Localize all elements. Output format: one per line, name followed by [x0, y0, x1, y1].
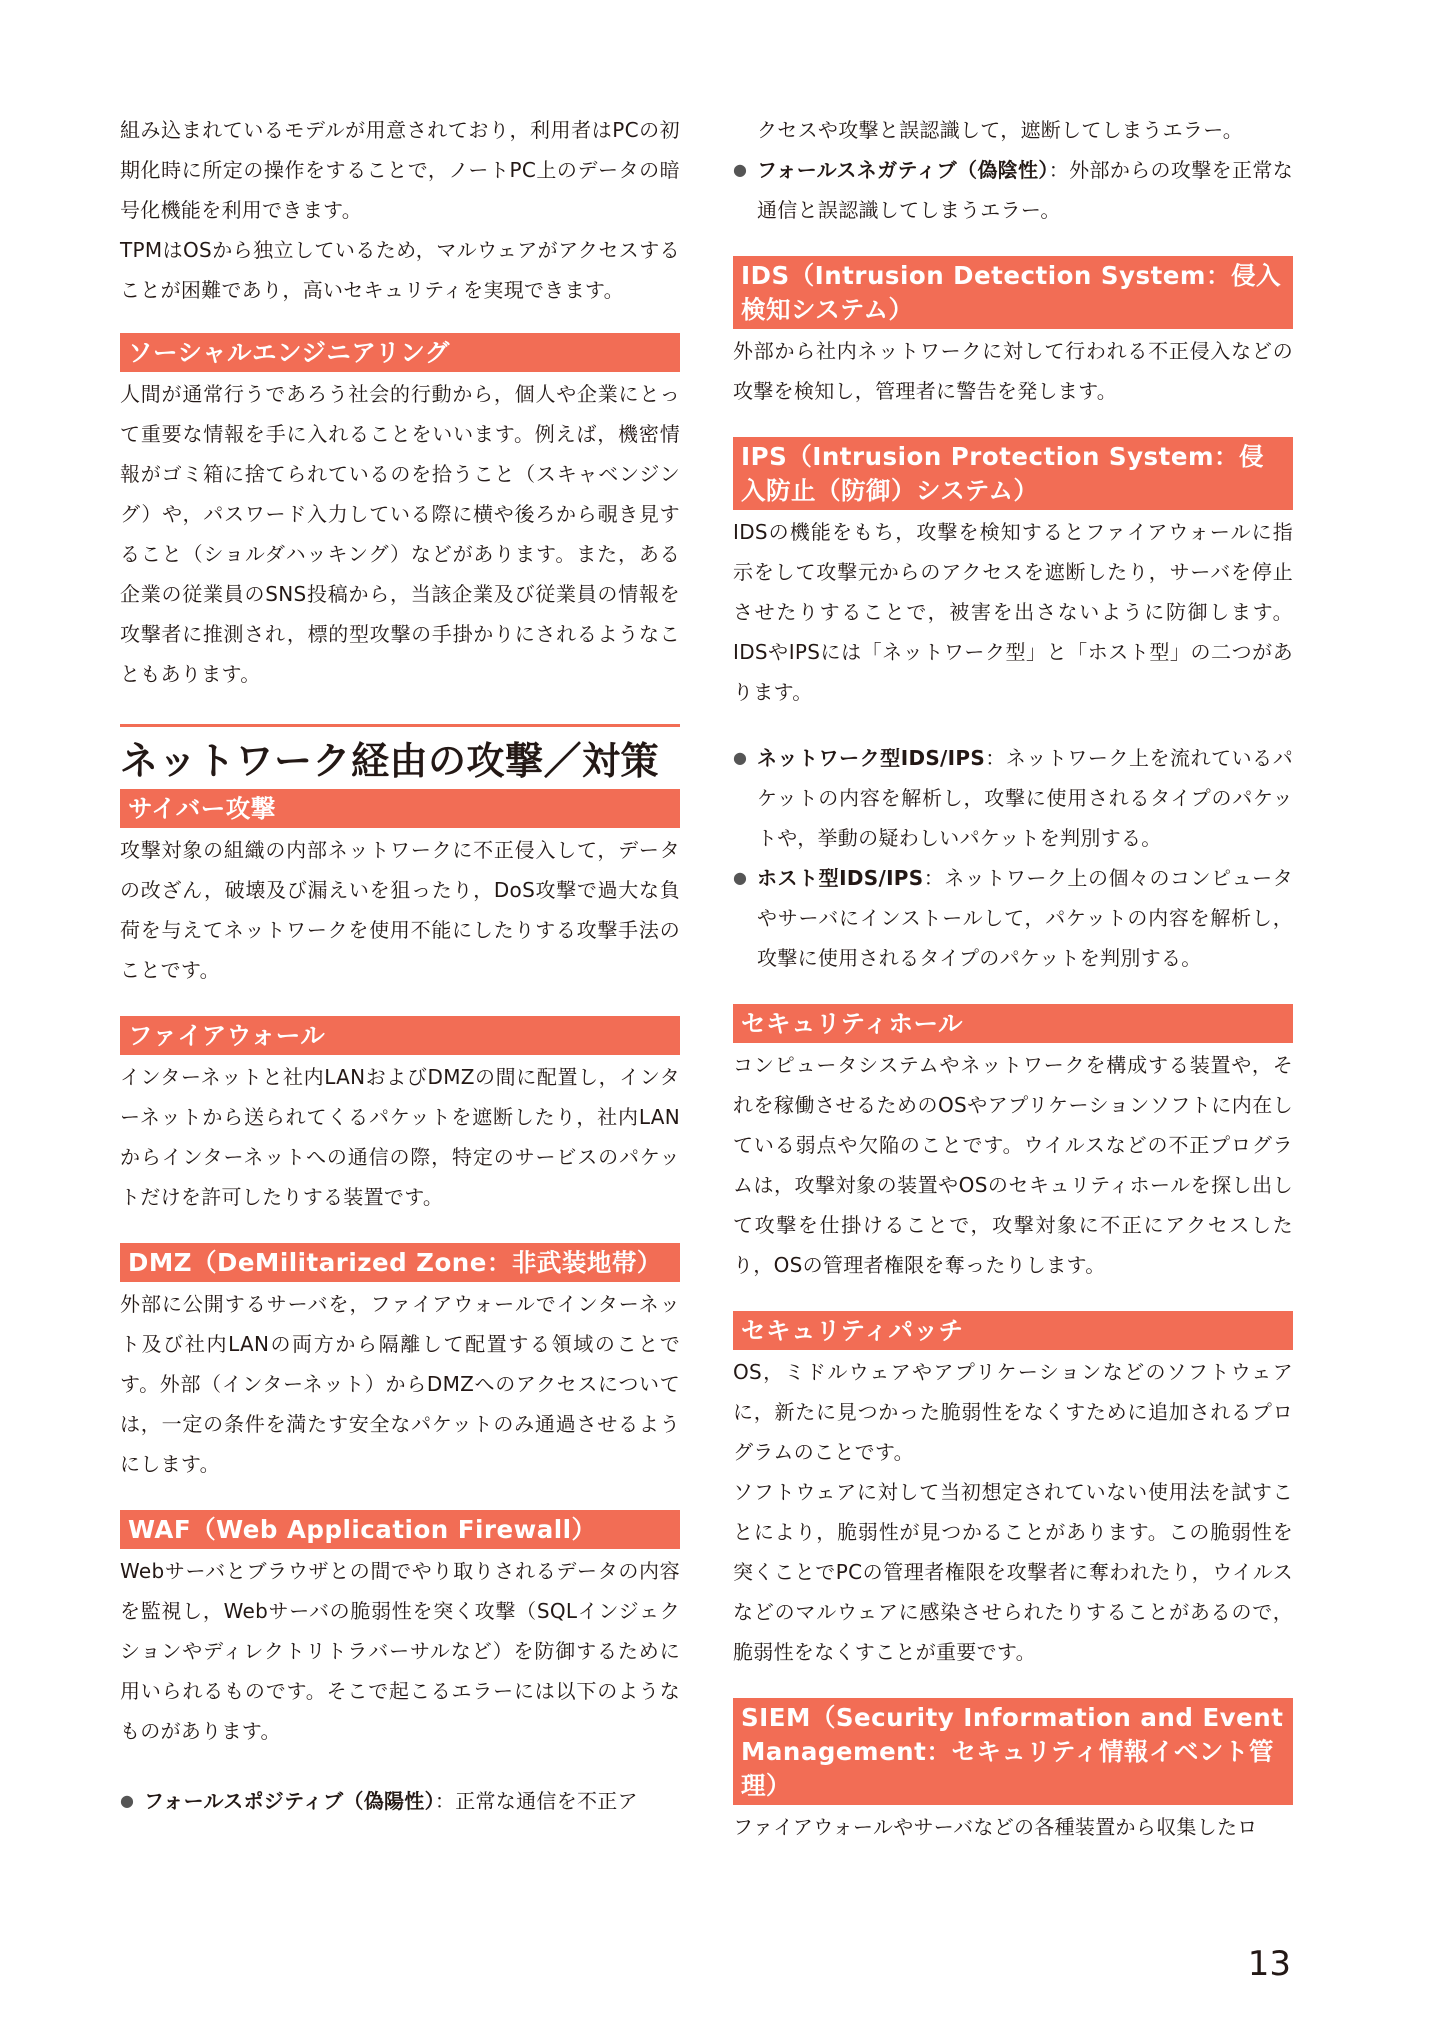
security-patch-body-1: OS，ミドルウェアやアプリケーションなどのソフトウェアに，新たに見つかった脆弱性をなくすために追加されるプログラムのことです。 [733, 1360, 1293, 1464]
bullet-icon: ● [733, 748, 747, 767]
waf-body: Webサーバとブラウザとの間でやり取りされるデータの内容を監視し，Webサーバの脆弱性を突く攻撃（SQLインジェクションやディレクトリトラバーサルなど）を防御するために用いられるものです。そこで起こるエラーには以下のようなものがあります。 [120, 1559, 680, 1743]
page-number: 13 [1247, 1944, 1291, 1984]
cyber-attack-body: 攻撃対象の組織の内部ネットワークに不正侵入して，データの改ざん，破壊及び漏えいを狙ったり，DoS攻撃で過大な負荷を与えてネットワークを使用不能にしたりする攻撃手法のことです。 [120, 838, 680, 982]
network-ids-text: ：ネットワーク上を流れているパケットの内容を解析し，攻撃に使用されるタイプのパケットや，挙動の疑わしいパケットを判別する。 [757, 746, 1293, 850]
host-ids-item [733, 858, 1293, 978]
heading-security-patch: セキュリティパッチ [733, 1311, 1293, 1350]
false-negative-term: フォールスネガティブ（偽陰性） [757, 158, 1049, 182]
security-hole-body: コンピュータシステムやネットワークを構成する装置や，それを稼働させるためのOSやアプリケーションソフトに内在している弱点や欠陥のことです。ウイルスなどの不正プログラムは，攻撃対象の装置やOSのセキュリティホールを探し出して攻撃を仕掛けることで，攻撃対象に不正にアクセスしたり，OSの管理者権限を奪ったりします。 [733, 1053, 1293, 1277]
network-ids-item [733, 738, 1293, 858]
heading-waf: WAF（Web Application Firewall） [120, 1510, 680, 1549]
right-column [733, 110, 1293, 1847]
heading-firewall: ファイアウォール [120, 1016, 680, 1055]
false-negative-text: ：外部からの攻撃を正常な通信と誤認識してしまうエラー。 [757, 158, 1293, 222]
false-negative-item [733, 150, 1293, 230]
ips-body: IDSの機能をもち，攻撃を検知するとファイアウォールに指示をして攻撃元からのアクセスを遮断したり，サーバを停止させたりすることで，被害を出さないように防御します。IDSやIPSには「ネットワーク型」と「ホスト型」の二つがあります。 [733, 520, 1293, 704]
security-patch-body-2: ソフトウェアに対して当初想定されていない使用法を試すことにより，脆弱性が見つかることがあります。この脆弱性を突くことでPCの管理者権限を攻撃者に奪われたり，ウイルスなどのマルウェアに感染させられたりすることがあるので，脆弱性をなくすことが重要です。 [733, 1480, 1293, 1664]
false-positive-text: ：正常な通信を不正ア [434, 1789, 638, 1813]
tpm-paragraph-2: TPMはOSから独立しているため，マルウェアがアクセスすることが困難であり，高いセキュリティを実現できます。 [120, 238, 680, 302]
network-ids-term: ネットワーク型IDS/IPS [757, 746, 986, 770]
heading-security-hole: セキュリティホール [733, 1004, 1293, 1043]
host-ids-text: ：ネットワーク上の個々のコンピュータやサーバにインストールして，パケットの内容を解析し，攻撃に使用されるタイプのパケットを判別する。 [757, 866, 1294, 970]
firewall-body: インターネットと社内LANおよびDMZの間に配置し，インターネットから送られてくるパケットを遮断したり，社内LANからインターネットへの通信の際，特定のサービスのパケットだけを許可したりする装置です。 [120, 1065, 680, 1209]
false-positive-item [120, 1781, 680, 1821]
bullet-icon: ● [733, 160, 747, 179]
left-column [120, 110, 680, 1821]
bullet-icon: ● [120, 1791, 134, 1810]
section-title: ネットワーク経由の攻撃／対策 [120, 739, 660, 783]
bullet-icon: ● [733, 868, 747, 887]
ids-body: 外部から社内ネットワークに対して行われる不正侵入などの攻撃を検知し，管理者に警告を発します。 [733, 339, 1293, 403]
heading-cyber-attack: サイバー攻撃 [120, 789, 680, 828]
heading-dmz: DMZ（DeMilitarized Zone：非武装地帯） [120, 1243, 680, 1282]
heading-social-engineering: ソーシャルエンジニアリング [120, 333, 680, 372]
siem-body: ファイアウォールやサーバなどの各種装置から収集したロ [733, 1815, 1258, 1839]
dmz-body: 外部に公開するサーバを，ファイアウォールでインターネット及び社内LANの両方から隔離して配置する領域のことです。外部（インターネット）からDMZへのアクセスについては，一定の条件を満たす安全なパケットのみ通過させるようにします。 [120, 1292, 680, 1476]
heading-ips: IPS（Intrusion Protection System：侵入防止（防御）システム） [733, 437, 1293, 510]
host-ids-term: ホスト型IDS/IPS [757, 866, 924, 890]
heading-siem: SIEM（Security Information and Event Management：セキュリティ情報イベント管理） [733, 1698, 1293, 1805]
false-positive-continuation: クセスや攻撃と誤認識して，遮断してしまうエラー。 [757, 118, 1243, 142]
tpm-paragraph-1: 組み込まれているモデルが用意されており，利用者はPCの初期化時に所定の操作をすることで，ノートPC上のデータの暗号化機能を利用できます。 [120, 118, 680, 222]
heading-ids: IDS（Intrusion Detection System：侵入検知システム） [733, 256, 1293, 329]
social-engineering-body: 人間が通常行うであろう社会的行動から，個人や企業にとって重要な情報を手に入れることをいいます。例えば，機密情報がゴミ箱に捨てられているのを拾うこと（スキャベンジング）や，パスワード入力している際に横や後ろから覗き見すること（ショルダハッキング）などがあります。また，ある企業の従業員のSNS投稿から，当該企業及び従業員の情報を攻撃者に推測され，標的型攻撃の手掛かりにされるようなこともあります。 [120, 382, 680, 686]
false-positive-term: フォールスポジティブ（偽陽性） [144, 1789, 435, 1813]
